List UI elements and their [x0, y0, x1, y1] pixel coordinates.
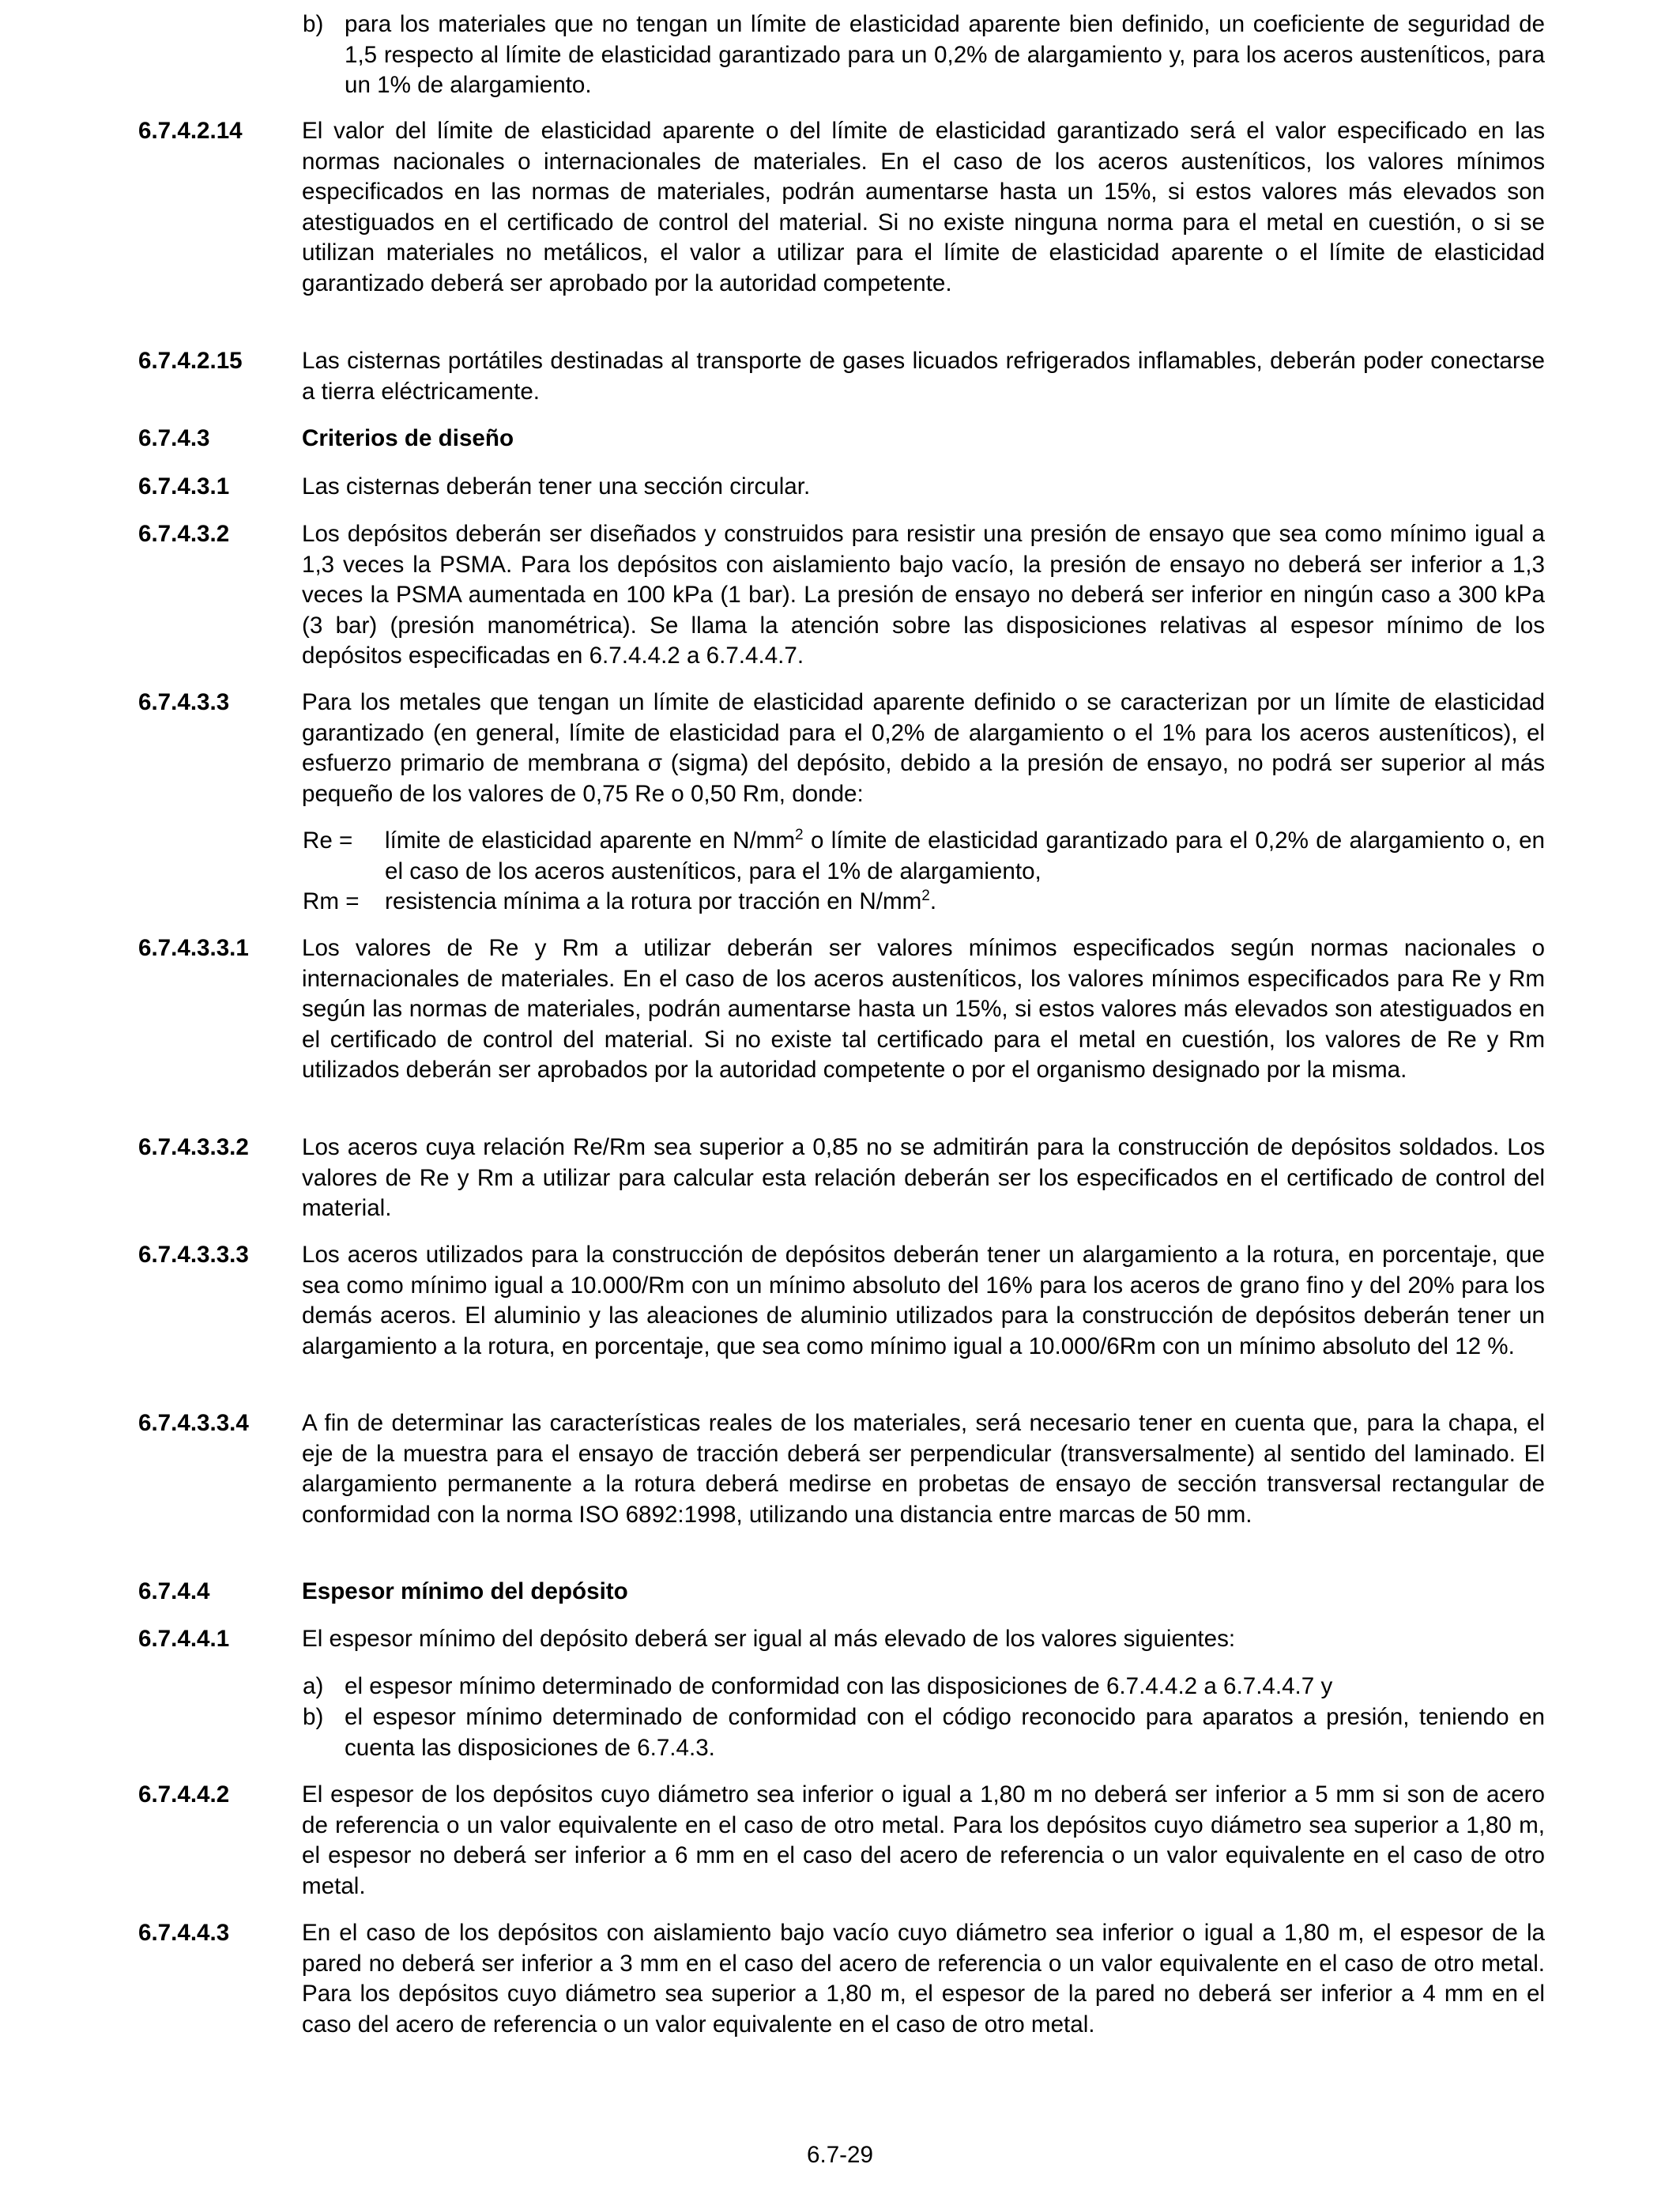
list-item-label: b)	[303, 1704, 324, 1730]
definition-text	[385, 826, 1545, 887]
section-number: 6.7.4.4.3	[138, 1920, 230, 1946]
section-number: 6.7.4.3.2	[138, 521, 230, 547]
definition-text	[385, 887, 1545, 918]
section-number: 6.7.4.3.3.3	[138, 1242, 249, 1268]
section-text: Los depósitos deberán ser diseñados y construidos para resistir una presión de ensayo que sea como mínimo igual a 1,3 veces la PSMA. Para los depósitos con aislamiento bajo vacío, la presión de ensayo no deberá ser inferior a 1,3 veces la PSMA aumentada en 100 kPa (1 bar). La presión de ensayo no deberá ser inferior en ningún caso a 300 kPa (3 bar) (presión manométrica). Se llama la atención sobre las disposiciones relativas al espesor mínimo de los depósitos especificadas en 6.7.4.4.2 a 6.7.4.4.7.	[302, 521, 1545, 669]
section-text: En el caso de los depósitos con aislamiento bajo vacío cuyo diámetro sea inferior o igual a 1,80 m, el espesor de la pared no deberá ser inferior a 3 mm en el caso del acero de referencia o un valor equivalente en el caso de otro metal. Para los depósitos cuyo diámetro sea superior a 1,80 m, el espesor de la pared no deberá ser inferior a 4 mm en el caso del acero de referencia o un valor equivalente en el caso de otro metal.	[302, 1920, 1545, 2038]
section-number: 6.7.4.3.3.4	[138, 1410, 249, 1436]
definition-text-part: límite de elasticidad aparente en N/mm	[385, 827, 795, 854]
page-number: 6.7-29	[807, 2142, 873, 2168]
section-number: 6.7.4.3.3.2	[138, 1134, 249, 1160]
definition-text-part: .	[929, 888, 937, 914]
list-item-text: para los materiales que no tengan un límite de elasticidad aparente bien definido, un coeficiente de seguridad de 1,5 respecto al límite de elasticidad garantizado para un 0,2% de alargamiento y, para los aceros austeníticos, para un 1% de alargamiento.	[345, 11, 1545, 98]
superscript: 2	[921, 888, 930, 905]
section-number: 6.7.4.4	[138, 1578, 210, 1604]
section-text: Los aceros utilizados para la construcción de depósitos deberán tener un alargamiento a la rotura, en porcentaje, que sea como mínimo igual a 10.000/Rm con un mínimo absoluto del 16% para los aceros de grano fino y del 20% para los demás aceros. El aluminio y las aleaciones de aluminio utilizados para la construcción de depósitos deberán tener un alargamiento a la rotura, en porcentaje, que sea como mínimo igual a 10.000/6Rm con un mínimo absoluto del 12 %.	[302, 1242, 1545, 1359]
definition-text-part: resistencia mínima a la rotura por tracción en N/mm	[385, 888, 922, 914]
list-item-label: a)	[303, 1673, 324, 1699]
section-number: 6.7.4.4.2	[138, 1781, 230, 1808]
section-text: Para los metales que tengan un límite de elasticidad aparente definido o se caracterizan por un límite de elasticidad garantizado (en general, límite de elasticidad para el 0,2% de alargamiento o el 1% para los aceros austeníticos), el esfuerzo primario de membrana σ (sigma) del depósito, debido a la presión de ensayo, no podrá ser superior al más pequeño de los valores de 0,75 Re o 0,50 Rm, donde:	[302, 689, 1545, 807]
superscript: 2	[795, 827, 804, 844]
section-heading: Espesor mínimo del depósito	[302, 1578, 628, 1604]
section-text: A fin de determinar las características reales de los materiales, será necesario tener en cuenta que, para la chapa, el eje de la muestra para el ensayo de tracción deberá ser perpendicular (transversalmente) al sentido del laminado. El alargamiento permanente a la rotura deberá medirse en probetas de ensayo de sección transversal rectangular de conformidad con la norma ISO 6892:1998, utilizando una distancia entre marcas de 50 mm.	[302, 1410, 1545, 1528]
section-number: 6.7.4.2.14	[138, 118, 243, 144]
section-number: 6.7.4.4.1	[138, 1626, 230, 1652]
section-text: El valor del límite de elasticidad aparente o del límite de elasticidad garantizado será el valor especificado en las normas nacionales o internacionales de materiales. En el caso de los aceros austeníticos, los valores mínimos especificados en las normas de materiales, podrán aumentarse hasta un 15%, si estos valores más elevados son atestiguados en el certificado de control del material. Si no existe ninguna norma para el metal en cuestión, o si se utilizan materiales no metálicos, el valor a utilizar para el límite de elasticidad aparente o el límite de elasticidad garantizado deberá ser aprobado por la autoridad competente.	[302, 118, 1545, 296]
section-number: 6.7.4.3.3.1	[138, 935, 249, 961]
section-number: 6.7.4.3	[138, 425, 210, 451]
list-item-label: b)	[303, 11, 324, 37]
list-item-text: el espesor mínimo determinado de conformidad con las disposiciones de 6.7.4.4.2 a 6.7.4.4.7 y	[345, 1673, 1333, 1699]
section-text: Los valores de Re y Rm a utilizar deberán ser valores mínimos especificados según normas nacionales o internacionales de materiales. En el caso de los aceros austeníticos, los valores mínimos especificados para Re y Rm según las normas de materiales, podrán aumentarse hasta un 15%, si estos valores más elevados son atestiguados en el certificado de control del material. Si no existe tal certificado para el metal en cuestión, los valores de Re y Rm utilizados deberán ser aprobados por la autoridad competente o por el organismo designado por la misma.	[302, 935, 1545, 1083]
section-number: 6.7.4.3.1	[138, 473, 230, 499]
section-text: Los aceros cuya relación Re/Rm sea superior a 0,85 no se admitirán para la construcción de depósitos soldados. Los valores de Re y Rm a utilizar para calcular esta relación deberán ser los especificados en el certificado de control del material.	[302, 1134, 1545, 1221]
definition-term: Re =	[303, 827, 353, 854]
list-item-text: el espesor mínimo determinado de conformidad con el código reconocido para aparatos a presión, teniendo en cuenta las disposiciones de 6.7.4.3.	[345, 1704, 1545, 1761]
section-number: 6.7.4.2.15	[138, 348, 243, 374]
section-text: El espesor de los depósitos cuyo diámetro sea inferior o igual a 1,80 m no deberá ser inferior a 5 mm si son de acero de referencia o un valor equivalente en el caso de otro metal. Para los depósitos cuyo diámetro sea superior a 1,80 m, el espesor no deberá ser inferior a 6 mm en el caso del acero de referencia o un valor equivalente en el caso de otro metal.	[302, 1781, 1545, 1899]
section-heading: Criterios de diseño	[302, 425, 514, 451]
section-text: El espesor mínimo del depósito deberá ser igual al más elevado de los valores siguientes:	[302, 1626, 1236, 1652]
definition-term: Rm =	[303, 888, 360, 914]
section-text: Las cisternas deberán tener una sección circular.	[302, 473, 811, 499]
definition-text-part: o límite de elasticidad garantizado para el 0,2% de alargamiento o, en el caso de los aceros austeníticos, para el 1% de alargamiento,	[385, 827, 1546, 884]
section-text: Las cisternas portátiles destinadas al transporte de gases licuados refrigerados inflamables, deberán poder conectarse a tierra eléctricamente.	[302, 348, 1545, 405]
section-number: 6.7.4.3.3	[138, 689, 230, 715]
